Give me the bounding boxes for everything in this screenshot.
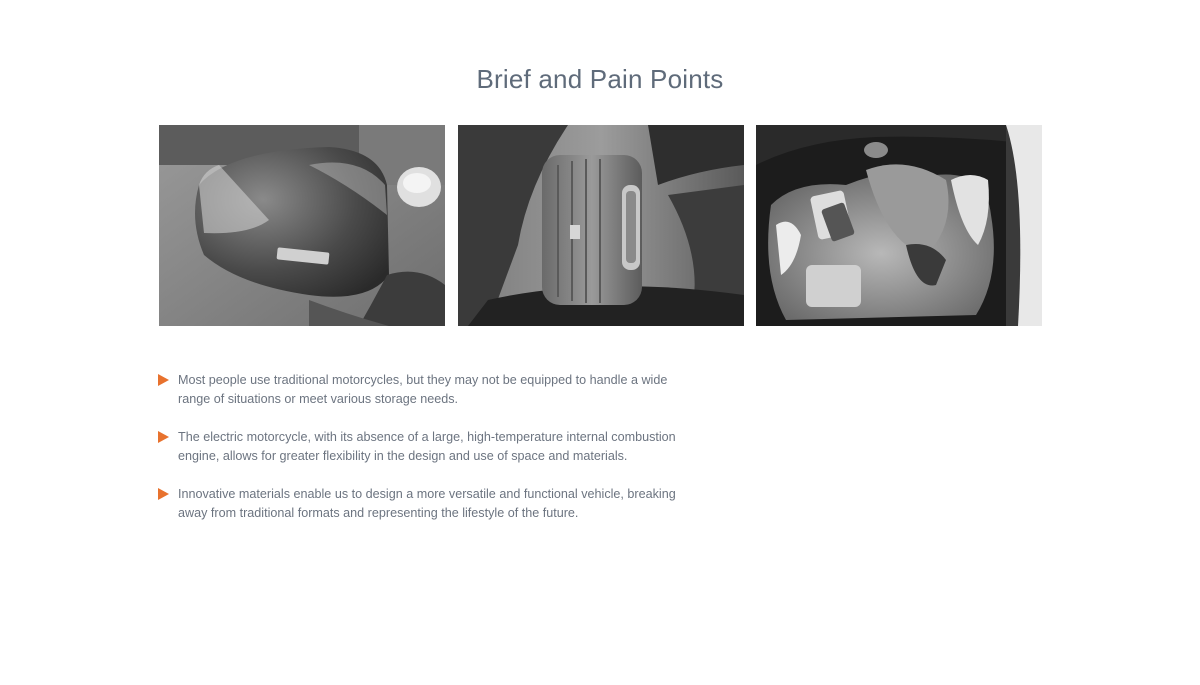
triangle-right-icon: [158, 431, 169, 443]
page-title: Brief and Pain Points: [476, 64, 724, 94]
pain-points-list: [157, 371, 677, 542]
list-item: [157, 371, 677, 409]
list-item: [157, 428, 677, 466]
triangle-right-icon: [158, 374, 169, 386]
pain-point-text: The electric motorcycle, with its absence of a large, high-temperature internal combustion engine, allows for greater flexibility in the design and use of space and materials.: [178, 430, 676, 463]
photo-motorcycle-top-case: [159, 125, 445, 326]
triangle-right-icon: [158, 488, 169, 500]
photo-cluttered-underseat-storage: [756, 125, 1042, 326]
list-item: [157, 485, 677, 523]
pain-point-text: Most people use traditional motorcycles, but they may not be equipped to handle a wide range of situations or meet various storage needs.: [178, 373, 668, 406]
pain-point-text: Innovative materials enable us to design a more versatile and functional vehicle, breaking away from traditional formats and representing the lifestyle of the future.: [178, 487, 676, 520]
photo-suitcase-on-scooter: [458, 125, 744, 326]
